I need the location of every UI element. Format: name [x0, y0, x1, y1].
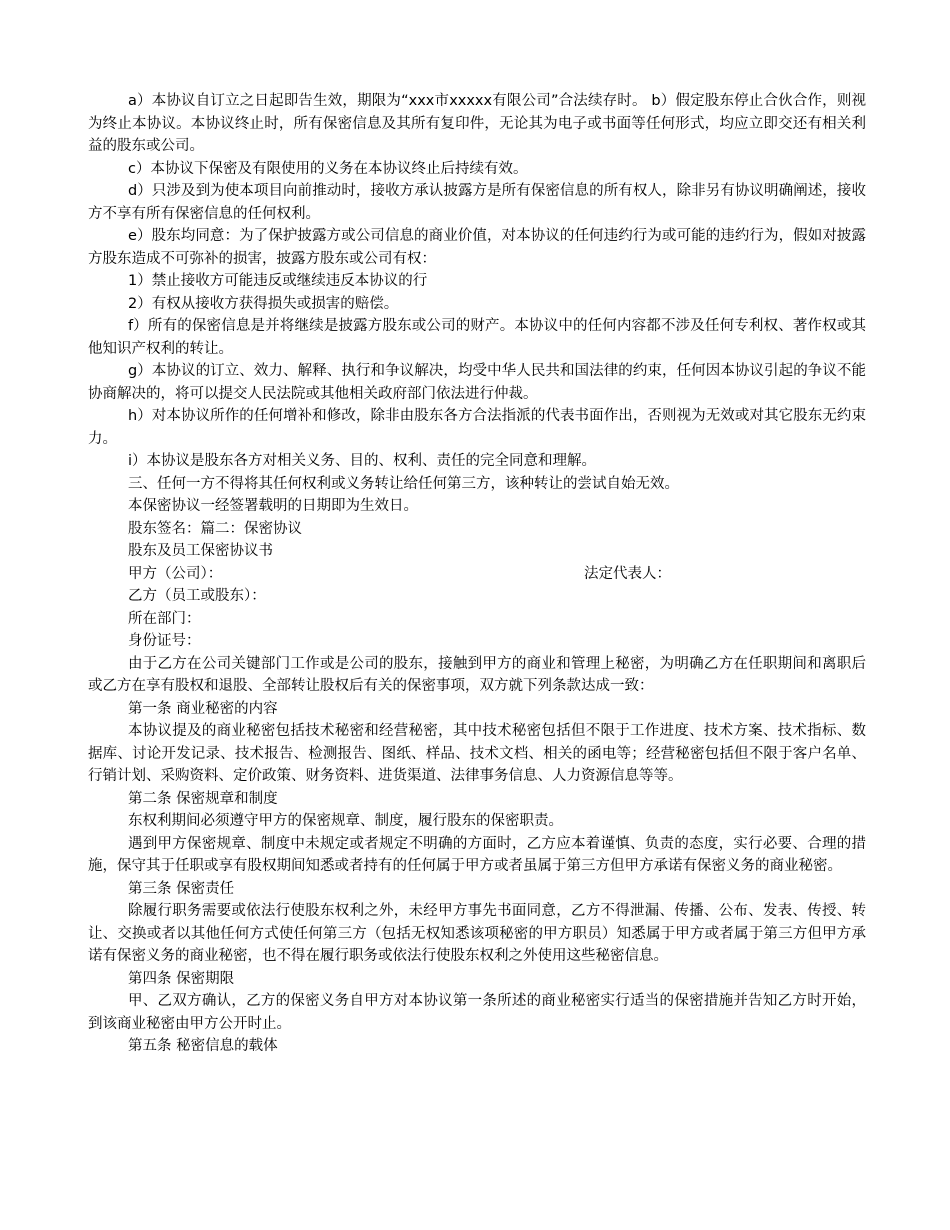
article-4-heading: 第四条 保密期限 [128, 970, 235, 987]
paragraph-clause-g: g）本协议的订立、效力、解释、执行和争议解决，均受中华人民共和国法律的约束，任何因本协议引起的争议不能协商解决的，将可以提交人民法院或其他相关政府部门依法进行仲裁。 [88, 363, 866, 402]
paragraph-section-three: 三、任何一方不得将其任何权利或义务转让给任何第三方，该种转让的尝试自始无效。 [128, 475, 679, 492]
article-2-body-2: 遇到甲方保密规章、制度中未规定或者规定不明确的方面时，乙方应本着谨慎、负责的态度，实行必要、合理的措施，保守其于任职或享有股权期间知悉或者持有的任何属于甲方或者虽属于第三方但甲方承诺有保密义务的商业秘密。 [88, 835, 866, 874]
paragraph-item-1: 1）禁止接收方可能违反或继续违反本协议的行 [128, 273, 428, 289]
party-b-label: 乙方（员工或股东）： [128, 588, 266, 604]
paragraph-signature: 股东签名：篇二：保密协议 [128, 520, 302, 537]
article-3-heading: 第三条 保密责任 [128, 880, 235, 897]
article-3-body: 除履行职务需要或依法行使股东权利之外，未经甲方事先书面同意，乙方不得泄漏、传播、公布、发表、传授、转让、交换或者以其他任何方式使任何第三方（包括无权知悉该项秘密的甲方职员）知悉属于甲方或者属于第三方但甲方承诺有保密义务的商业秘密，也不得在履行职务或依法行使股东权利之外使用这些秘密信息。 [88, 903, 866, 964]
department-label: 所在部门： [128, 610, 201, 627]
paragraph-clause-d: d）只涉及到为使本项目向前推动时，接收方承认披露方是所有保密信息的所有权人，除非另有协议明确阐述，接收方不享有所有保密信息的任何权利。 [88, 183, 866, 222]
party-a-row [88, 563, 866, 586]
paragraph-item-2: 2）有权从接收方获得损失或损害的赔偿。 [128, 295, 399, 312]
article-2-body-1: 东权利期间必须遵守甲方的保密规章、制度，履行股东的保密职责。 [128, 813, 563, 829]
paragraph-clause-c: c）本协议下保密及有限使用的义务在本协议终止后持续有效。 [128, 160, 528, 177]
paragraph-clause-i: i）本协议是股东各方对相关义务、目的、权利、责任的完全同意和理解。 [128, 453, 597, 469]
party-a-label: 甲方（公司）： [128, 565, 223, 582]
article-1-heading: 第一条 商业秘密的内容 [128, 700, 278, 717]
paragraph-clause-a: a）本协议自订立之日起即告生效，期限为“xxx市xxxxx有限公司”合法续存时。 b）假定股东停止合伙合作，则视为终止本协议。本协议终止时，所有保密信息及其所有复印件，无论其为电子或书面等任何形式，均应立即交还有相关利益的股东或公司。 [88, 93, 866, 154]
paragraph-clause-h: h）对本协议所作的任何增补和修改，除非由股东各方合法指派的代表书面作出，否则视为无效或对其它股东无约束力。 [88, 408, 866, 447]
paragraph-clause-e: e）股东均同意：为了保护披露方或公司信息的商业价值，对本协议的任何违约行为或可能的违约行为，假如对披露方股东造成不可弥补的损害，披露方股东或公司有权： [88, 228, 866, 267]
paragraph-clause-f: f）所有的保密信息是并将继续是披露方股东或公司的财产。本协议中的任何内容都不涉及任何专利权、著作权或其他知识产权利的转让。 [88, 318, 866, 357]
article-4-body: 甲、乙双方确认，乙方的保密义务自甲方对本协议第一条所述的商业秘密实行适当的保密措施并告知乙方时开始，到该商业秘密由甲方公开时止。 [88, 993, 866, 1032]
article-5-heading: 第五条 秘密信息的载体 [128, 1038, 278, 1054]
id-number-label: 身份证号： [128, 633, 201, 649]
document-page [88, 90, 866, 1058]
paragraph-effective-date: 本保密协议一经签署载明的日期即为生效日。 [128, 498, 418, 514]
agreement-title: 股东及员工保密协议书 [128, 543, 273, 559]
paragraph-preamble: 由于乙方在公司关键部门工作或是公司的股东，接触到甲方的商业和管理上秘密，为明确乙方在任职期间和离职后或乙方在享有股权和退股、全部转让股权后有关的保密事项，双方就下列条款达成一致： [88, 655, 866, 694]
article-2-heading: 第二条 保密规章和制度 [128, 790, 278, 807]
legal-rep-label: 法定代表人： [584, 565, 671, 582]
article-1-body: 本协议提及的商业秘密包括技术秘密和经营秘密，其中技术秘密包括但不限于工作进度、技术方案、技术指标、数据库、讨论开发记录、技术报告、检测报告、图纸、样品、技术文档、相关的函电等；经营秘密包括但不限于客户名单、行销计划、采购资料、定价政策、财务资料、进货渠道、法律事务信息、人力资源信息等等。 [88, 723, 866, 784]
